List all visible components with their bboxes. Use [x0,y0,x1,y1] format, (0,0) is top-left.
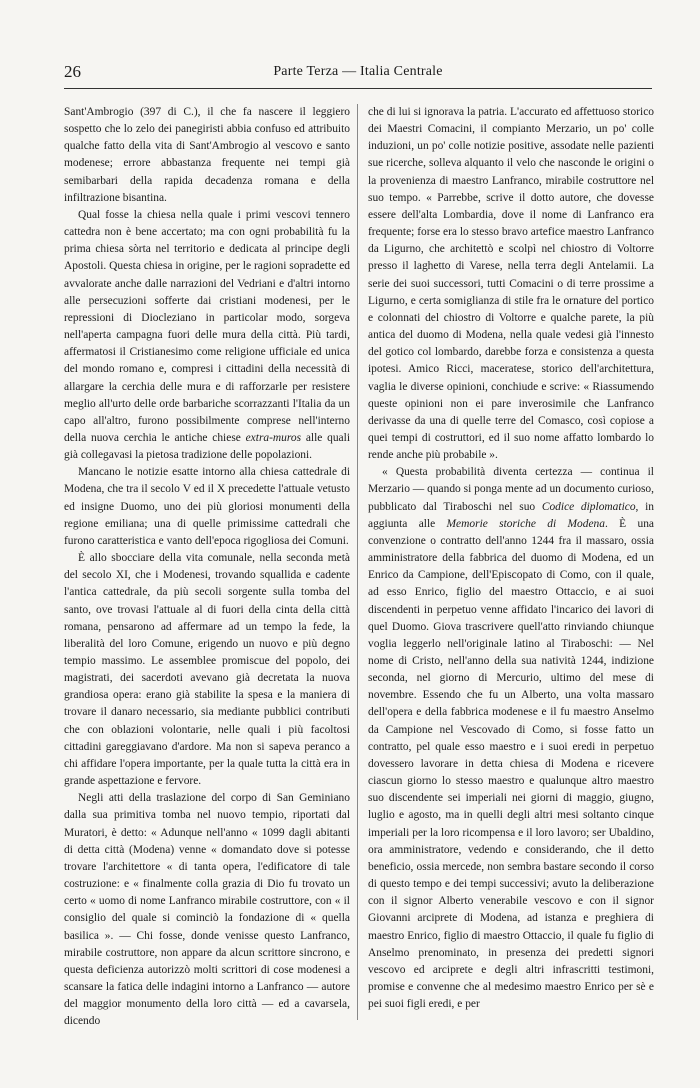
paragraph-text: alle quali già collegavasi la pietosa tradizione delle popolazioni. [64,431,350,462]
running-title: Parte Terza — Italia Centrale [273,64,443,79]
paragraph: che di lui si ignorava la patria. L'accurato ed affettuoso storico dei Maestri Comacini, il compianto Merzario, un po' colle induzioni, un po' colle notizie positive, assodate nelle pazienti sue ricerche, solleva alquanto il velo che nasconde le origini o la provenienza di maestro Lanfranco, mirabile costruttore nel suo tempo. « Parrebbe, scrive il dotto autore, che dovesse essere dell'alta Lombardia, dove il nome di Lanfranco era frequente; forse era lo stesso bravo artefice maestro Lanfranco da Ligurno, che architettò e scolpì nel chiostro di Voltorre presso il laghetto di Varese, nella terra degli Antelamii. La serie dei suoi successori, tutti Comacini o di terre prossime a Ligurno, e certa somiglianza di stile fra le ornature del portico e colonnati del chiostro di Voltorre e qualche parete, la più antica del duomo di Modena, nella quale vedesi già l'innesto del gotico col lombardo, darebbe forza e consistenza a questa ipotesi. Amico Ricci, maceratese, storico dell'architettura, vaglia le diverse opinioni, conchiude e scrive: « Riassumendo queste opinioni non ei pare inverosimile che Lanfranco derivasse da una di quelle terre del Comasco, così copiose a quei tempi di costruttori, ed il suo nome affatto lombardo lo rende anche più probabile ». [368,106,654,462]
paragraph [64,207,350,464]
left-column [64,104,350,1030]
italic-title: Codice diplomatico [541,500,636,513]
italic-title: Memorie storiche di Modena [446,517,605,530]
paragraph-text: . È una convenzione o contratto dell'anno 1244 fra il massaro, ossia amministratore della fabbrica del duomo di Modena, ed un Enrico da Campione, dell'Episcopato di Como, con il quale, ad esso Enrico, figlio del maestro Ottaccio, e ai suoi discendenti in perpetuo venne affidato l'incarico dei lavori di quel Duomo. Giova trascrivere quell'atto rinviando chiunque voglia leggerlo nell'originale latino al Tiraboschi: — Nel nome di Cristo, nell'anno della sua natività 1244, indizione seconda, nel giorno di Mercurio, ultimo del mese di novembre. Essendo che fu un Alberto, una volta massaro dell'opera e della fabbrica modenese e il fu maestro Anselmo da Campione nel Vescovado di Como, si fosse fatto un contratto, pel quale esso maestro e i suoi eredi in perpetuo dovessero lavorare in detta chiesa di Modena e ricevere ciascun giorno lo stesso maestro e qualunque altro maestro suo discendente sei imperiali nei giorni di maggio, giugno, luglio e agosto, ma in quelli degli altri mesi soltanto cinque imperiali per la loro ricompensa e il loro lavoro; ser Ubaldino, ora amministratore, vedendo e considerando, che il detto beneficio, ossia mercede, non sembra bastare secondo il corso di questo tempo e dei tempi successivi; avuto la deliberazione con il signor Alberto venerabile vescovo e con il signor Giovanni arciprete di Modena, ad istanza e preghiera di maestro Enrico, figlio di maestro Ottaccio, il quale fu figlio di Anselmo prenominato, in presenza dei predetti signori vescovo ed arciprete e degli altri infrascritti testimoni, promise e convenne che al medesimo maestro Enrico per sè e pei suoi figli eredi, e per [368,517,654,1011]
right-column [368,104,654,1013]
paragraph: Sant'Ambrogio (397 di C.), il che fa nascere il leggiero sospetto che lo zelo dei panegiristi abbia confuso ed attribuito qualche fatto della vita di Sant'Ambrogio al vescovo e santo modenese; errore abbastanza frequente nei tempi già semibarbari della rapida decadenza romana e della infiltrazione bisantina. [64,106,350,204]
paragraph: Mancano le notizie esatte intorno alla chiesa cattedrale di Modena, che tra il secolo V ed il X precedette l'attuale vetusto ed insigne Duomo, uno dei più gloriosi monumenti della regione emiliana; una di quelle primissime cattedrali che furono caratteristica e vanto dell'epoca rigogliosa dei Comuni. [64,466,350,547]
header-rule [64,88,652,89]
paragraph-text: , in aggiunta alle [368,500,654,530]
paragraph: È allo sbocciare della vita comunale, nella seconda metà del secolo XI, che i Modenesi, trovando squallida e cadente l'antica cattedrale, da più secoli sorgente sulla tomba del santo, ove trovasi l'attuale al di fuori della cinta della città romana, pensarono ad affermare ad un tempo la fede, la liberalità del loro Comune, erigendo un nuovo e più degno tempio massimo. Le assemblee promiscue del popolo, dei magistrati, dei sacerdoti avevano già decretata la nuova grandiosa opera: erano già stabilite la spesa e la maniera di trovare il danaro necessario, sia mediante pubblici contributi che con oblazioni volontarie, nelle quali i più facoltosi cittadini gareggiavano d'ardore. Ma non si sapeva peranco a chi affidare l'opera importante, per la quale tutta la città era in grande aspettazione e fervore. [64,552,350,788]
page-number: 26 [64,62,81,81]
paragraph: Negli atti della traslazione del corpo di San Geminiano dalla sua primitiva tomba nel nuovo tempio, riportati dal Muratori, è detto: « Adunque nell'anno « 1099 dagli abitanti di detta città (Modena) venne « domandato dove si potesse trovare l'architettore « di tanta opera, l'edificatore di tale costruzione: e « finalmente colla grazia di Dio fu trovato un certo « uomo di nome Lanfranco mirabile costruttore, con « il consiglio del quale si cominciò la fondazione di « quella basilica ». — Chi fosse, donde venisse questo Lanfranco, mirabile costruttore, non appare da alcun scrittore sincrono, e questa deficienza autorizzò molti scrittori di cose modenesi a scansare la fatica delle indagini intorno a Lanfranco — autore del maggior monumento della loro città — ed a cavarsela, dicendo [64,792,350,1028]
italic-term: extra-muros [245,431,302,444]
paragraph [368,464,654,1013]
column-divider [357,104,358,1020]
paragraph-text: Qual fosse la chiesa nella quale i primi vescovi tennero cattedra non è bene accertato; ma con ogni probabilità fu la prima chiesa sòrta nel territorio e dedicata al principe degli Apostoli. Questa chiesa in origine, per le ragioni sopradette ed avvalorate anche dalle narrazioni del Vedriani e d'altri intorno alle persecuzioni sofferte dai cristiani modenesi, per le repressioni di Diocleziano in particolar modo, sorgeva nell'aperta campagna fuori delle mura della città. Più tardi, affermatosi il Cristianesimo come religione ufficiale ed unica del mondo romano e, compresi i cittadini della necessità di allargare la cerchia delle mura e di rafforzarle per resistere meglio all'urto delle orde barbariche scorrazzanti l'Italia da un capo all'altro, furono possibilmente comprese nell'interno della nuova cerchia le antiche chiese [64,208,350,444]
page-header [64,62,652,86]
paragraph-text: « Questa probabilità diventa certezza — continua il Merzario — quando si ponga mente ad un documento curioso, pubblicato dal Tiraboschi nel suo [368,466,654,513]
